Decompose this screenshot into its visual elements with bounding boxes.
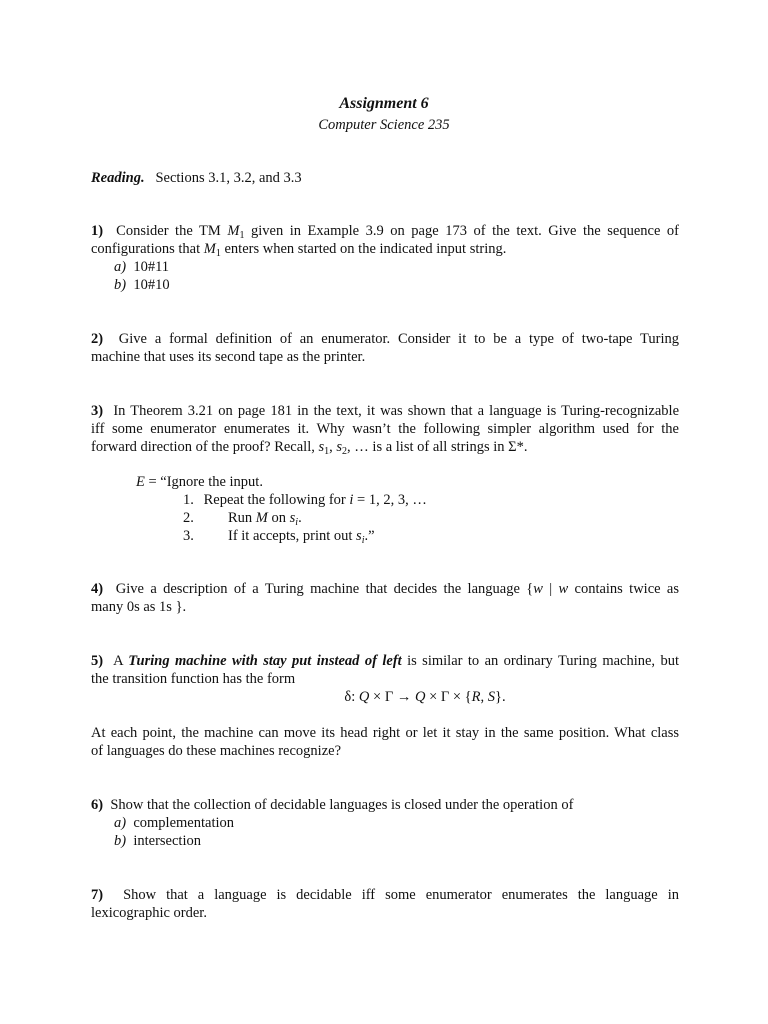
defined-term: Turing machine with stay put instead of left [128,653,402,669]
question-number: 4) [91,581,104,597]
question-2 [91,330,679,366]
algorithm-step: 3. If it accepts, print out $s_i$.” [183,528,375,546]
algorithm-step: 1. Repeat the following for i = 1, 2, 3, … [183,492,427,508]
question-3 [91,402,679,456]
list-item: b) intersection [114,833,201,849]
question-number: 3) [91,403,104,419]
question-3-line-1: 3) In Theorem 3.21 on page 181 in the text, it was shown that a language is Turing-recognizable [91,403,679,419]
question-6-line-1: 6) Show that the collection of decidable languages is closed under the operation of [91,797,574,813]
question-3-line-3: forward direction of the proof? Recall, $s_1$, $s_2$, … is a list of all strings in Σ*. [91,439,528,457]
question-7 [91,886,679,922]
list-item: b) 10#10 [114,277,170,293]
question-7-line-1: 7) Show that a language is decidable iff some enumerator enumerates the language in [91,887,679,903]
algorithm-step: 2. Run M on $s_i$. [183,510,302,528]
question-number: 5) [91,653,104,669]
question-2-text-1: Give a formal definition of an enumerator. Consider it to be a type of two-tape Turing [118,331,680,347]
question-2-line-2: machine that uses its second tape as the printer. [91,349,366,365]
algorithm-e [136,473,536,545]
question-5-line-2: the transition function has the form [91,671,296,687]
question-4-line-1: 4) Give a description of a Turing machine that decides the language {w | w contains twice as [91,581,679,597]
reading-text: Sections 3.1, 3.2, and 3.3 [155,170,302,186]
list-item: a) complementation [114,815,235,831]
question-5-line-1: 5) A Turing machine with stay put instead of left is similar to an ordinary Turing machine, but [91,653,680,669]
question-6 [91,796,679,850]
question-5 [91,652,679,706]
list-item: a) 10#11 [114,259,170,275]
question-1 [91,222,679,294]
question-5-para-line-1: At each point, the machine can move its head right or let it stay in the same position. What class [91,725,679,741]
algorithm-intro: E = “Ignore the input. [136,474,263,490]
transition-formula: δ: Q × Γ → Q × Γ × {R, S}. [344,689,506,705]
question-number: 1) [91,223,104,239]
reading-line [91,169,679,187]
question-2-line-1 [91,330,679,348]
question-3-line-2: iff some enumerator enumerates it. Why wasn’t the following simpler algorithm used for the [91,421,679,437]
question-4 [91,580,679,616]
question-1-line-2: configurations that $M_1$ enters when started on the indicated input string. [91,241,507,259]
reading-label: Reading. [91,170,145,186]
question-number: 2) [91,331,104,347]
question-number: 6) [91,797,104,813]
question-7-line-2: lexicographic order. [91,905,207,921]
question-number: 7) [91,887,104,903]
page-title: Assignment 6 [339,95,429,112]
question-4-line-2: many 0s as 1s }. [91,599,187,615]
question-5-paragraph [91,724,679,760]
question-5-para-line-2: of languages do these machines recognize? [91,743,342,759]
page-subtitle: Computer Science 235 [318,117,450,133]
question-1-line-1: 1) Consider the TM $M_1$ given in Example 3.9 on page 173 of the text. Give the sequence of [91,223,679,241]
